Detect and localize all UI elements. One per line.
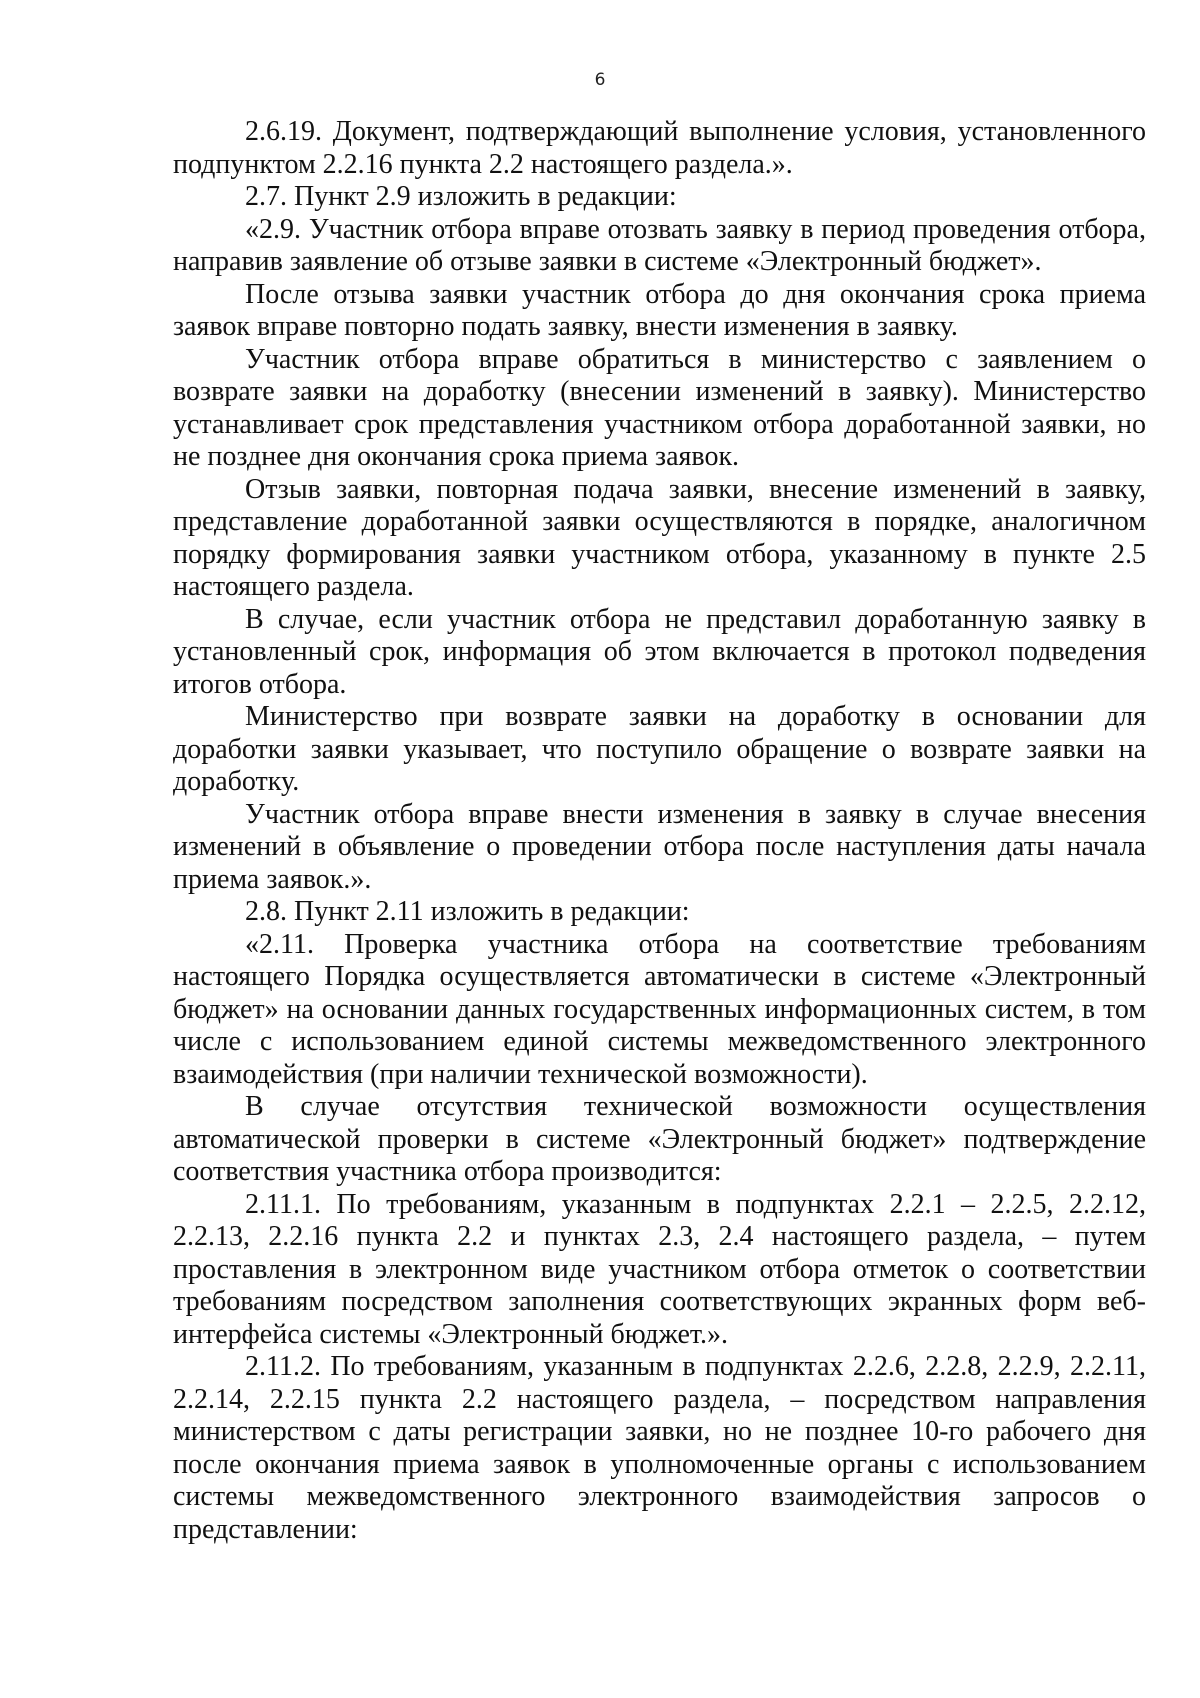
paragraph: 2.8. Пункт 2.11 изложить в редакции: bbox=[245, 896, 690, 927]
paragraph: В случае отсутствия технической возможности осуществления автоматической проверки в системе «Электронный бюджет» подтверждение соответствия участника отбора производится: bbox=[173, 1091, 1146, 1187]
paragraph: 2.7. Пункт 2.9 изложить в редакции: bbox=[245, 181, 677, 212]
paragraph: 2.11.1. По требованиям, указанным в подпунктах 2.2.1 – 2.2.5, 2.2.12, 2.2.13, 2.2.16 пункта 2.2 и пунктах 2.3, 2.4 настоящего раздела, – путем проставления в электронном виде участником отбора отметок о соответствии требованиям посредством заполнения соответствующих экранных форм веб-интерфейса системы «Электронный бюджет.». bbox=[173, 1188, 1146, 1350]
paragraph: Отзыв заявки, повторная подача заявки, внесение изменений в заявку, представление доработанной заявки осуществляются в порядке, аналогичном порядку формирования заявки участником отбора, указанному в пункте 2.5 настоящего раздела. bbox=[173, 473, 1146, 602]
paragraph: После отзыва заявки участник отбора до дня окончания срока приема заявок вправе повторно подать заявку, внести изменения в заявку. bbox=[173, 278, 1146, 342]
paragraph: Участник отбора вправе обратиться в министерство с заявлением о возврате заявки на доработку (внесении изменений в заявку). Министерство устанавливает срок представления участником отбора доработанной заявки, но не позднее дня окончания срока приема заявок. bbox=[173, 343, 1146, 472]
paragraph: «2.11. Проверка участника отбора на соответствие требованиям настоящего Порядка осуществляется автоматически в системе «Электронный бюджет» на основании данных государственных информационных систем, в том числе с использованием единой системы межведомственного электронного взаимодействия (при наличии технической возможности). bbox=[173, 928, 1146, 1090]
paragraph: Министерство при возврате заявки на доработку в основании для доработки заявки указывает, что поступило обращение о возврате заявки на доработку. bbox=[173, 701, 1146, 797]
paragraph: 2.6.19. Документ, подтверждающий выполнение условия, установленного подпунктом 2.2.16 пункта 2.2 настоящего раздела.». bbox=[173, 116, 1146, 180]
page-number: 6 bbox=[594, 70, 606, 90]
paragraph: В случае, если участник отбора не представил доработанную заявку в установленный срок, информация об этом включается в протокол подведения итогов отбора. bbox=[173, 603, 1146, 700]
document-body bbox=[173, 116, 1146, 1546]
paragraph: Участник отбора вправе внести изменения в заявку в случае внесения изменений в объявление о проведении отбора после наступления даты начала приема заявок.». bbox=[173, 798, 1146, 895]
paragraph: 2.11.2. По требованиям, указанным в подпунктах 2.2.6, 2.2.8, 2.2.9, 2.2.11, 2.2.14, 2.2.15 пункта 2.2 настоящего раздела, – посредством направления министерством с даты регистрации заявки, но не позднее 10-го рабочего дня после окончания приема заявок в уполномоченные органы с использованием системы межведомственного электронного взаимодействия запросов о представлении: bbox=[173, 1351, 1146, 1545]
paragraph: «2.9. Участник отбора вправе отозвать заявку в период проведения отбора, направив заявление об отзыве заявки в системе «Электронный бюджет». bbox=[173, 213, 1146, 277]
